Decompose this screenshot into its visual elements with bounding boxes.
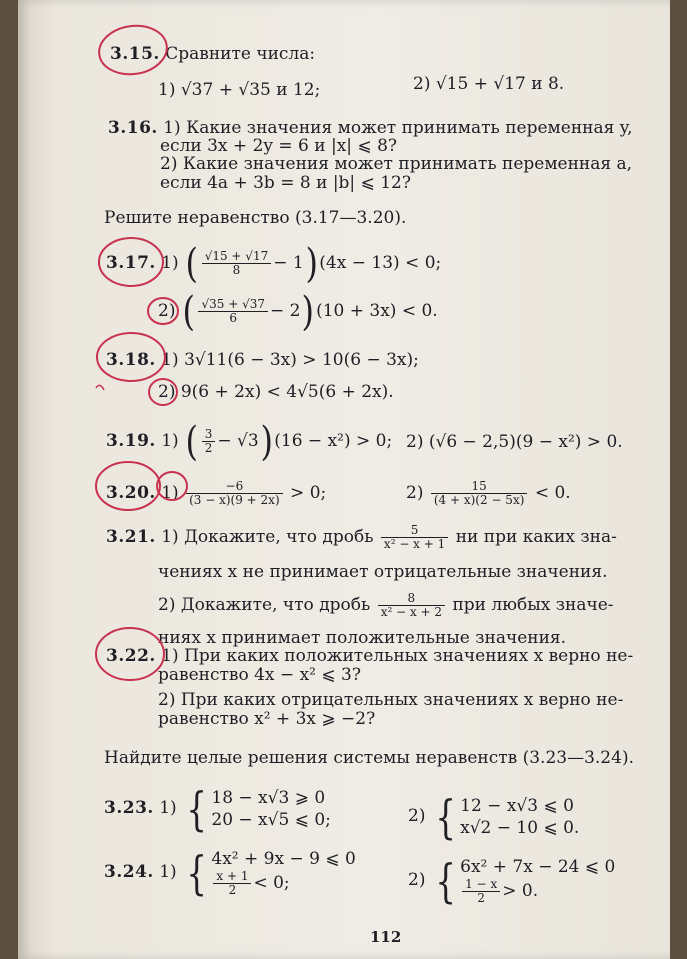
system-brace: { [186, 845, 207, 900]
numerator: 15 [431, 480, 528, 494]
item-label: 1) [159, 862, 177, 882]
item-label: 1) [159, 798, 177, 818]
item-label: 1) [161, 253, 179, 273]
item-text: 1) 3√11(6 − 3x) > 10(6 − 3x); [161, 350, 419, 370]
problem-number: 3.19. [106, 431, 156, 451]
numerator: x + 1 [213, 870, 251, 884]
problem-number: 3.21. [106, 527, 156, 547]
denominator: 2 [204, 441, 213, 455]
denominator: (3 − x)(9 + 2x) [189, 493, 280, 507]
problem-text: Сравните числа: [165, 44, 316, 64]
page-number: 112 [370, 928, 402, 946]
problem-3-22-line-3: 2) При каких отрицательных значениях x верно не- [158, 690, 624, 710]
pen-circle-3-18 [97, 333, 165, 381]
pen-circle-3-22 [96, 628, 164, 680]
problem-number: 3.17. [106, 253, 156, 273]
rest: < 0; [253, 873, 290, 893]
item-label: 2) [406, 483, 424, 503]
item-label: 1) [161, 431, 179, 451]
denominator: 6 [229, 311, 238, 325]
problem-3-22-line-4: равенство x² + 3x ⩾ −2? [158, 709, 376, 729]
problem-3-16-line-2: если 3x + 2y = 6 и |x| ⩽ 8? [160, 136, 398, 156]
pen-circle-3-17 [99, 238, 163, 286]
problem-3-21-line-4: ниях x принимает положительные значения. [158, 628, 567, 648]
inequality: 6x² + 7x − 24 ⩽ 0 [460, 857, 616, 877]
pen-circle-3-18-item-2 [149, 379, 177, 405]
text: 1) При каких положительных значениях x верно не- [161, 646, 634, 666]
problem-number: 3.18. [106, 350, 156, 370]
numerator: 3 [202, 428, 216, 442]
rest: (10 + 3x) < 0. [316, 301, 438, 321]
pen-circle-3-17-item-2 [148, 298, 178, 324]
problem-3-15-item-2: 2) √15 + √17 и 8. [413, 74, 565, 94]
section-heading-1: Решите неравенство (3.17—3.20). [104, 208, 407, 228]
numerator: 5 [381, 524, 448, 538]
inequality: 4x² + 9x − 9 ⩽ 0 [211, 849, 356, 869]
system-brace: { [435, 853, 456, 908]
rest: (16 − x²) > 0; [274, 431, 393, 451]
text: при любых значе- [452, 595, 614, 615]
inequality: 20 − x√5 ⩽ 0; [211, 809, 331, 830]
numerator: √15 + √17 [202, 250, 272, 264]
pen-circle-3-20 [96, 462, 160, 510]
inequality: x√2 − 10 ⩽ 0. [460, 817, 580, 838]
bracket-close: ) [260, 418, 273, 465]
problem-3-22-line-2: равенство 4x − x² ⩽ 3? [158, 665, 361, 685]
term: − √3 [217, 431, 259, 451]
denominator: 8 [232, 263, 241, 277]
pen-circle-3-20-item-1 [157, 472, 187, 500]
inequality: 12 − x√3 ⩽ 0 [460, 795, 574, 816]
problem-number: 3.24. [104, 862, 154, 882]
pen-tick [96, 385, 104, 390]
denominator: 2 [477, 891, 485, 905]
rest: > 0. [502, 881, 539, 901]
denominator: (4 + x)(2 − 5x) [433, 493, 525, 507]
inequality: 18 − x√3 ⩾ 0 [211, 787, 326, 808]
item-label: 2) [408, 870, 426, 890]
problem-number: 3.15. [110, 44, 160, 64]
problem-3-19-item-2: 2) (√6 − 2,5)(9 − x²) > 0. [406, 432, 623, 452]
denominator: x² − x + 2 [380, 605, 443, 619]
problem-3-21-line-2: чениях x не принимает отрицательные значения. [158, 562, 608, 582]
problem-number: 3.20. [106, 483, 156, 503]
problem-3-16-line-4: если 4a + 3b = 8 и |b| ⩽ 12? [160, 173, 411, 193]
rest: > 0; [290, 483, 327, 503]
item-label: 2) [408, 806, 426, 826]
item-label: 2) [158, 301, 176, 321]
bracket-open: ( [185, 240, 199, 287]
system-brace: { [186, 781, 207, 836]
bracket-open: ( [182, 288, 195, 335]
rest: < 0. [534, 483, 571, 503]
item-label: 1) [161, 483, 179, 503]
problem-3-16-line-3: 2) Какие значения может принимать переменная a, [160, 154, 633, 174]
problem-3-18-item-2: 2) 9(6 + 2x) < 4√5(6 + 2x). [158, 382, 394, 402]
problem-3-15-item-1: 1) √37 + √35 и 12; [158, 80, 321, 100]
problem-number: 3.23. [104, 798, 154, 818]
rest: (4x − 13) < 0; [319, 253, 442, 273]
text: ни при каких зна- [455, 527, 617, 547]
denominator: x² − x + 1 [383, 537, 446, 551]
pen-circle-3-15 [96, 22, 170, 79]
section-heading-2: Найдите целые решения системы неравенств (3.23—3.24). [104, 748, 634, 768]
bracket-open: ( [185, 418, 199, 465]
problem-number: 3.16. [108, 118, 158, 138]
system-brace: { [435, 789, 456, 844]
problem-text: 1) Какие значения может принимать переменная y, [163, 118, 633, 138]
numerator: 8 [378, 592, 445, 606]
problem-number: 3.22. [106, 646, 156, 666]
text: 2) Докажите, что дробь [158, 595, 371, 615]
numerator: −6 [186, 480, 283, 494]
term: − 2 [269, 301, 301, 321]
text: 1) Докажите, что дробь [161, 527, 374, 547]
bracket-close: ) [302, 288, 315, 335]
denominator: 2 [228, 883, 237, 897]
numerator: √35 + √37 [198, 298, 268, 312]
numerator: 1 − x [462, 878, 500, 892]
term: − 1 [273, 253, 304, 273]
bracket-close: ) [305, 240, 318, 287]
